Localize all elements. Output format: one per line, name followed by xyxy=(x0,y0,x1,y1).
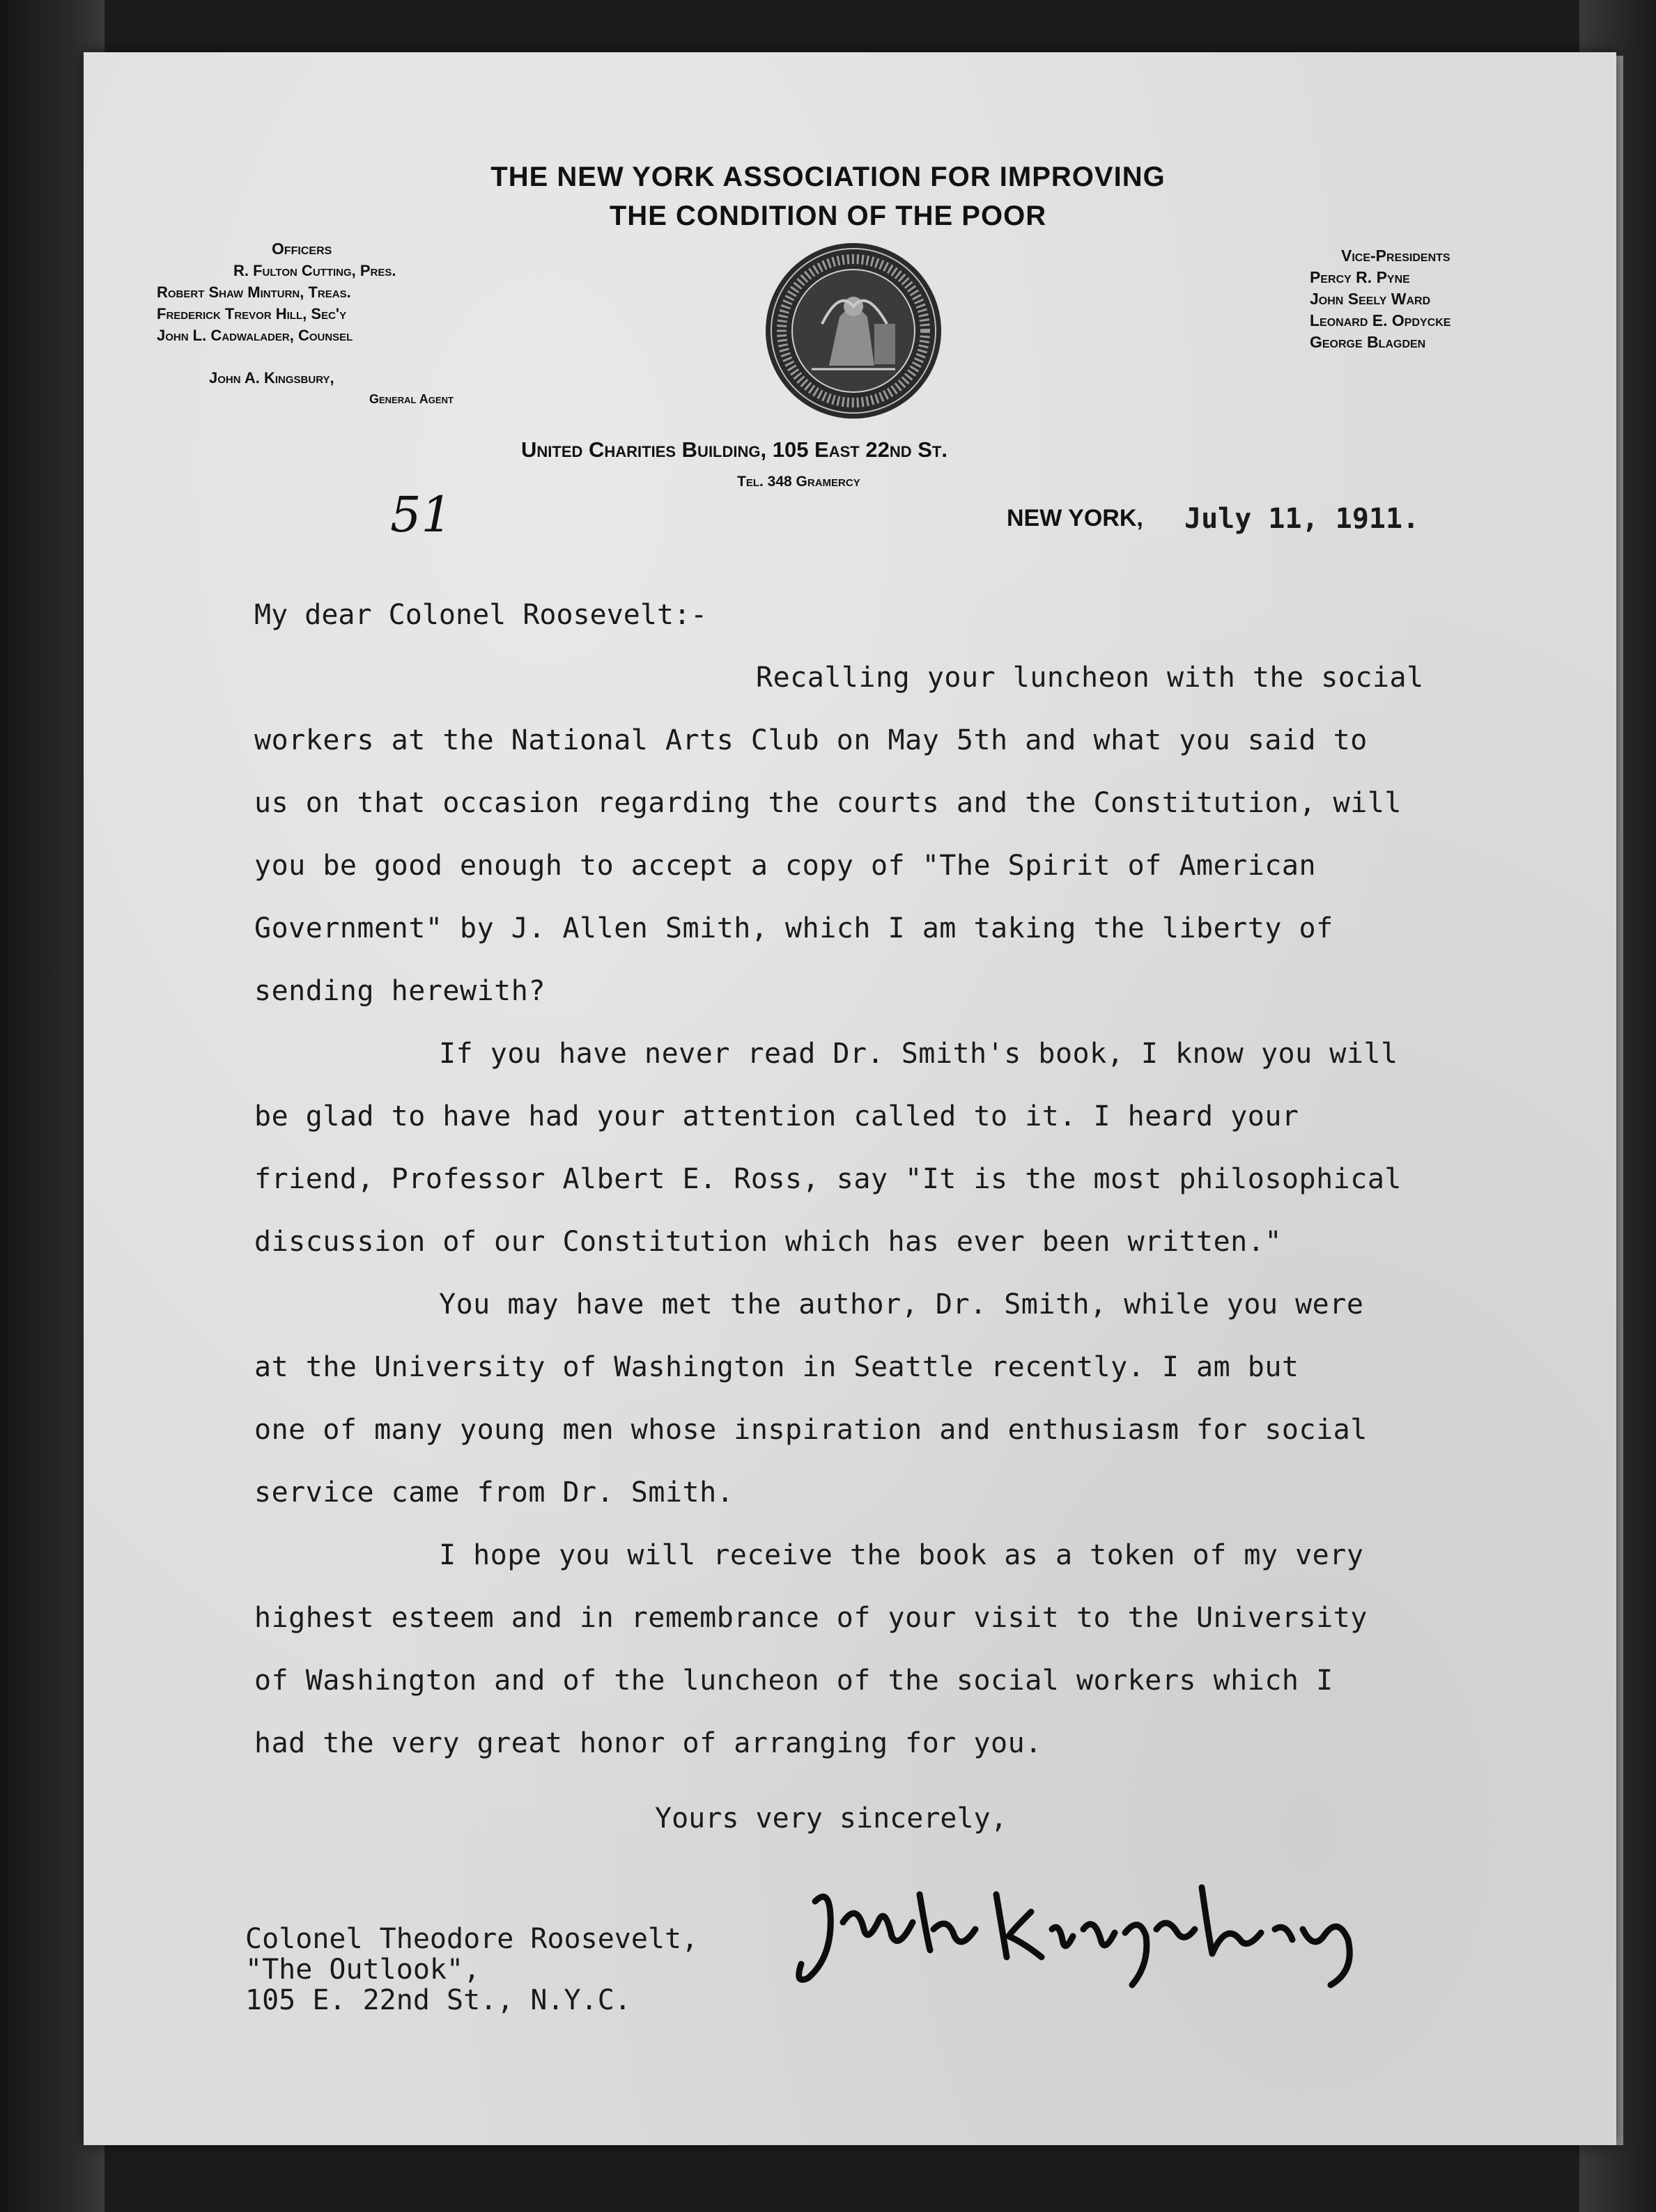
officers-block xyxy=(157,238,396,346)
vp-1: Percy R. Pyne xyxy=(1310,268,1410,286)
officer-2: Robert Shaw Minturn, Treas. xyxy=(157,283,351,301)
closing: Yours very sincerely, xyxy=(655,1802,1007,1835)
body-line-7: If you have never read Dr. Smith's book, I know you will xyxy=(439,1038,1398,1070)
body-line-6: sending herewith? xyxy=(254,975,545,1007)
letter-date: July 11, 1911. xyxy=(1184,503,1420,535)
body-line-17: of Washington and of the luncheon of the social workers which I xyxy=(254,1665,1333,1697)
body-line-8: be glad to have had your attention called to it. I heard your xyxy=(254,1100,1299,1132)
body-line-3: us on that occasion regarding the courts and the Constitution, will xyxy=(254,787,1402,819)
handwritten-mark: 51 xyxy=(390,486,453,543)
body-line-4: you be good enough to accept a copy of "The Spirit of American xyxy=(254,850,1317,882)
vp-4: George Blagden xyxy=(1310,333,1426,351)
body-line-13: one of many young men whose inspiration and enthusiasm for social xyxy=(254,1414,1368,1446)
officer-3: Frederick Trevor Hill, Sec'y xyxy=(157,305,347,322)
body-line-2: workers at the National Arts Club on May 5th and what you said to xyxy=(254,724,1368,756)
letterhead-title-line1: THE NEW YORK ASSOCIATION FOR IMPROVING xyxy=(490,162,1166,192)
dateline-city: NEW YORK, xyxy=(1007,505,1143,531)
body-line-12: at the University of Washington in Seattle recently. I am but xyxy=(254,1351,1299,1383)
vp-3: Leonard E. Opdycke xyxy=(1310,311,1451,329)
body-line-14: service came from Dr. Smith. xyxy=(254,1477,734,1509)
letterhead-address: United Charities Building, 105 East 22nd St. xyxy=(521,437,947,462)
body-line-15: I hope you will receive the book as a token of my very xyxy=(439,1539,1364,1571)
body-line-11: You may have met the author, Dr. Smith, while you were xyxy=(439,1288,1364,1321)
officers-heading: Officers xyxy=(272,240,332,258)
vice-presidents-block xyxy=(1310,245,1450,353)
vp-heading: Vice-Presidents xyxy=(1341,247,1450,265)
addressee-line-3: 105 E. 22nd St., N.Y.C. xyxy=(245,1984,631,2016)
officer-1: R. Fulton Cutting, Pres. xyxy=(233,262,396,279)
addressee-line-1: Colonel Theodore Roosevelt, xyxy=(245,1923,699,1955)
addressee-line-2: "The Outlook", xyxy=(245,1954,481,1986)
vp-2: John Seely Ward xyxy=(1310,290,1431,308)
body-line-5: Government" by J. Allen Smith, which I am taking the liberty of xyxy=(254,912,1333,944)
addressee-block xyxy=(245,1924,698,2016)
letterhead-title-line2: THE CONDITION OF THE POOR xyxy=(609,201,1047,231)
body-line-1: Recalling your luncheon with the social xyxy=(756,662,1424,694)
salutation: My dear Colonel Roosevelt:- xyxy=(254,599,708,631)
body-line-16: highest esteem and in remembrance of your visit to the University xyxy=(254,1602,1368,1634)
letterhead-tel: Tel. 348 Gramercy xyxy=(737,474,860,490)
agent-block xyxy=(209,368,454,410)
signature-icon xyxy=(787,1874,1414,1992)
association-seal-icon xyxy=(763,240,944,421)
body-line-18: had the very great honor of arranging for you. xyxy=(254,1727,1042,1759)
agent-name: John A. Kingsbury, xyxy=(209,369,334,387)
agent-title: General Agent xyxy=(369,392,454,406)
body-line-10: discussion of our Constitution which has ever been written." xyxy=(254,1226,1282,1258)
officer-4: John L. Cadwalader, Counsel xyxy=(157,327,353,344)
body-line-9: friend, Professor Albert E. Ross, say "It is the most philosophical xyxy=(254,1163,1402,1195)
